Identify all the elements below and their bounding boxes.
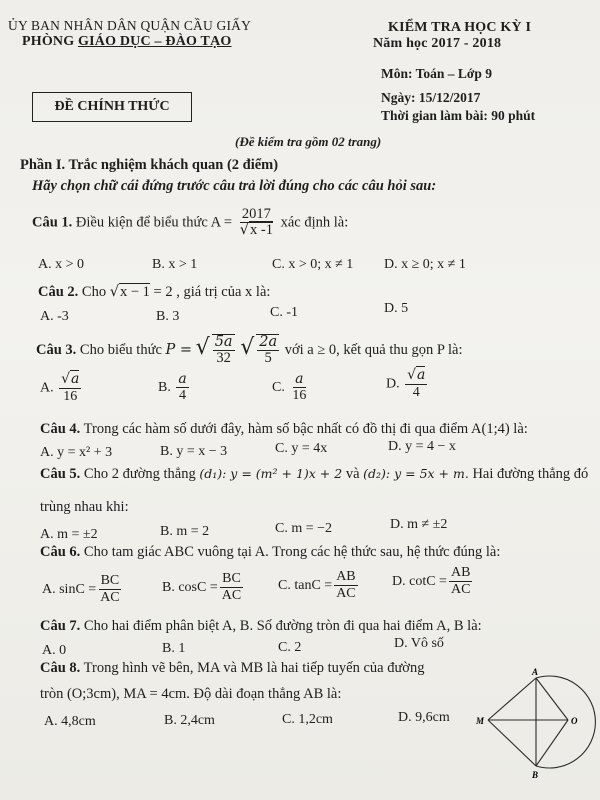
question-8 bbox=[40, 660, 424, 677]
question-7-label: Câu 7. bbox=[40, 618, 81, 634]
question-1-text-a: Điều kiện để biểu thức A = bbox=[75, 214, 233, 231]
label-b: B bbox=[532, 770, 539, 780]
pages-note: (Đề kiểm tra gồm 02 trang) bbox=[235, 134, 382, 149]
question-2-radical: x − 1 bbox=[119, 284, 150, 300]
option-denominator: AC bbox=[450, 581, 471, 597]
q4-option-d: D. y = 4 − x bbox=[388, 439, 456, 454]
question-5-text-a: Cho 2 đường thẳng bbox=[83, 466, 196, 482]
question-6-text: Cho tam giác ABC vuông tại A. Trong các hệ thức sau, hệ thức đúng là: bbox=[83, 544, 501, 560]
exam-title: KIỂM TRA HỌC KỲ I bbox=[388, 20, 532, 35]
fraction-denominator: √x -1 bbox=[239, 222, 273, 239]
question-5-text-c: trùng nhau khi: bbox=[40, 499, 129, 515]
question-3-text-a: Cho biểu thức bbox=[79, 341, 162, 358]
question-2: Câu 2. Cho √x − 1 = 2 , giá trị của x là: bbox=[38, 284, 271, 300]
option-letter: A. bbox=[40, 380, 54, 396]
option-radicand: a bbox=[417, 367, 426, 383]
radical-fraction-1 bbox=[212, 334, 235, 367]
radicand: x -1 bbox=[249, 222, 273, 239]
option-denominator: AC bbox=[336, 585, 356, 601]
label-o: O bbox=[571, 716, 578, 726]
option-numerator: a bbox=[295, 371, 304, 387]
line-d2: (d₂): y = 5x + m. bbox=[363, 466, 469, 481]
question-1 bbox=[32, 207, 348, 239]
q8-option-d: D. 9,6cm bbox=[398, 710, 450, 725]
q6-option-c bbox=[278, 570, 360, 601]
option-denominator: 4 bbox=[179, 387, 187, 403]
question-2-text-b: = 2 , giá trị của x là: bbox=[153, 284, 271, 300]
q7-option-a: A. 0 bbox=[42, 643, 67, 658]
option-denominator: AC bbox=[221, 587, 242, 603]
tangent-mb bbox=[488, 720, 536, 766]
q5-option-d: D. m ≠ ±2 bbox=[390, 517, 448, 532]
q1-option-c: C. x > 0; x ≠ 1 bbox=[272, 257, 354, 272]
department-prefix: PHÒNG bbox=[22, 34, 79, 49]
option-letter: C. bbox=[272, 379, 285, 395]
subject-line: Môn: Toán – Lớp 9 bbox=[381, 66, 493, 81]
q6-option-d bbox=[392, 566, 474, 597]
q6-option-b bbox=[162, 572, 245, 603]
question-1-label: Câu 1. bbox=[32, 214, 73, 231]
fraction-2-denominator: 5 bbox=[264, 350, 272, 367]
option-prefix: B. cosC = bbox=[162, 579, 218, 595]
q3-option-c bbox=[272, 372, 310, 403]
option-fraction bbox=[334, 570, 357, 601]
q5-option-b: B. m = 2 bbox=[160, 524, 210, 539]
question-4 bbox=[40, 421, 528, 438]
option-fraction bbox=[59, 372, 81, 404]
q2-option-a: A. -3 bbox=[40, 309, 69, 324]
option-denominator: AC bbox=[100, 589, 120, 605]
question-6-label: Câu 6. bbox=[40, 544, 81, 560]
district-committee: ỦY BAN NHÂN DÂN QUẬN CẦU GIẤY bbox=[8, 18, 252, 33]
option-denominator: 16 bbox=[292, 387, 307, 403]
option-denominator: 16 bbox=[63, 388, 78, 404]
fraction-1-denominator: 32 bbox=[216, 350, 231, 367]
tangent-circle-figure bbox=[462, 668, 598, 780]
date-line: Ngày: 15/12/2017 bbox=[381, 90, 481, 105]
question-4-label: Câu 4. bbox=[40, 421, 81, 437]
question-3: Câu 3. Cho biểu thức P = √ $\frac{5a}{32}$ √ $\frac{2a}{5}$ với a ≥ 0, kết quả thu gọn P là: bbox=[36, 334, 463, 367]
q4-option-b: B. y = x − 3 bbox=[160, 444, 228, 459]
option-fraction bbox=[449, 566, 472, 597]
option-numerator: AB bbox=[450, 565, 471, 580]
option-numerator: BC bbox=[100, 573, 120, 588]
q7-option-d: D. Vô số bbox=[394, 636, 444, 651]
option-prefix: C. tanC = bbox=[278, 577, 333, 593]
radical-fraction-2 bbox=[256, 334, 279, 367]
q4-option-c: C. y = 4x bbox=[275, 441, 328, 456]
option-numerator: √a bbox=[61, 371, 80, 387]
q1-option-b: B. x > 1 bbox=[152, 257, 198, 272]
question-5 bbox=[40, 466, 588, 483]
question-1-fraction bbox=[238, 207, 275, 239]
question-8-text-b: tròn (O;3cm), MA = 4cm. Độ dài đoạn thẳng AB là: bbox=[40, 686, 342, 702]
education-department bbox=[22, 34, 232, 50]
option-fraction bbox=[290, 372, 308, 403]
question-5-text-b: Hai đường thẳng đó bbox=[472, 466, 589, 482]
option-numerator: √a bbox=[407, 367, 426, 383]
q3-option-d bbox=[386, 368, 429, 400]
question-7-text: Cho hai điểm phân biệt A, B. Số đường tròn đi qua hai điểm A, B là: bbox=[83, 618, 482, 634]
q5-option-a: A. m = ±2 bbox=[40, 527, 98, 542]
department-name: GIÁO DỤC – ĐÀO TẠO bbox=[78, 34, 232, 49]
q5-option-c: C. m = −2 bbox=[275, 521, 333, 536]
q2-option-d: D. 5 bbox=[384, 301, 409, 316]
question-8-label: Câu 8. bbox=[40, 660, 81, 676]
q4-option-a: A. y = x² + 3 bbox=[40, 445, 113, 460]
q1-option-a: A. x > 0 bbox=[38, 257, 85, 272]
q6-option-a bbox=[42, 574, 124, 605]
radius-ob bbox=[536, 720, 568, 766]
q3-option-b bbox=[158, 372, 191, 403]
label-m: M bbox=[476, 716, 485, 726]
option-fraction bbox=[220, 572, 243, 603]
option-denominator: 4 bbox=[412, 384, 420, 400]
q8-option-b: B. 2,4cm bbox=[164, 713, 215, 728]
option-fraction bbox=[98, 574, 121, 605]
option-numerator: BC bbox=[222, 571, 241, 586]
option-letter: D. bbox=[386, 376, 400, 392]
q2-option-b: B. 3 bbox=[156, 309, 180, 324]
question-5-and: và bbox=[345, 466, 360, 482]
fraction-1-numerator: 5a bbox=[214, 334, 233, 350]
option-numerator: a bbox=[178, 371, 187, 387]
option-fraction bbox=[405, 368, 427, 400]
official-exam-box: ĐỀ CHÍNH THỨC bbox=[32, 92, 192, 122]
q7-option-c: C. 2 bbox=[278, 640, 302, 655]
school-year: Năm học 2017 - 2018 bbox=[373, 36, 502, 51]
question-8-text-a: Trong hình vẽ bên, MA và MB là hai tiếp tuyến của đường bbox=[83, 660, 425, 676]
expression-p: P = bbox=[165, 341, 193, 358]
q1-option-d: D. x ≥ 0; x ≠ 1 bbox=[384, 257, 466, 272]
q8-option-a: A. 4,8cm bbox=[44, 714, 96, 729]
question-3-label: Câu 3. bbox=[36, 341, 77, 358]
label-a: A bbox=[532, 668, 539, 677]
fraction-2-numerator: 2a bbox=[259, 334, 278, 350]
question-6 bbox=[40, 544, 500, 561]
radius-oa bbox=[536, 678, 568, 720]
q8-option-c: C. 1,2cm bbox=[282, 712, 333, 727]
section-instruction: Hãy chọn chữ cái đứng trước câu trả lời đúng cho các câu hỏi sau: bbox=[32, 178, 437, 194]
option-letter: B. bbox=[158, 379, 171, 395]
option-radicand: a bbox=[71, 371, 80, 387]
q2-option-c: C. -1 bbox=[270, 305, 298, 320]
question-4-text: Trong các hàm số dưới đây, hàm số bậc nhất có đồ thị đi qua điểm A(1;4) là: bbox=[83, 421, 528, 437]
question-7 bbox=[40, 618, 482, 635]
tangent-ma bbox=[488, 678, 536, 720]
section-title: Phần I. Trắc nghiệm khách quan (2 điểm) bbox=[20, 157, 279, 173]
question-2-text-a: Cho bbox=[81, 284, 107, 300]
option-numerator: AB bbox=[336, 569, 356, 584]
q7-option-b: B. 1 bbox=[162, 641, 186, 656]
q3-option-a bbox=[40, 372, 83, 404]
line-d1: (d₁): y = (m² + 1)x + 2 bbox=[199, 466, 343, 481]
question-1-text-b: xác định là: bbox=[280, 214, 349, 231]
question-3-text-b: với a ≥ 0, kết quả thu gọn P là: bbox=[284, 341, 463, 358]
option-prefix: D. cotC = bbox=[392, 573, 447, 589]
question-5-label: Câu 5. bbox=[40, 466, 81, 482]
option-fraction bbox=[176, 372, 188, 403]
option-prefix: A. sinC = bbox=[42, 581, 97, 597]
duration-line: Thời gian làm bài: 90 phút bbox=[381, 108, 536, 123]
fraction-numerator: 2017 bbox=[241, 206, 271, 222]
question-2-label: Câu 2. bbox=[38, 284, 79, 300]
